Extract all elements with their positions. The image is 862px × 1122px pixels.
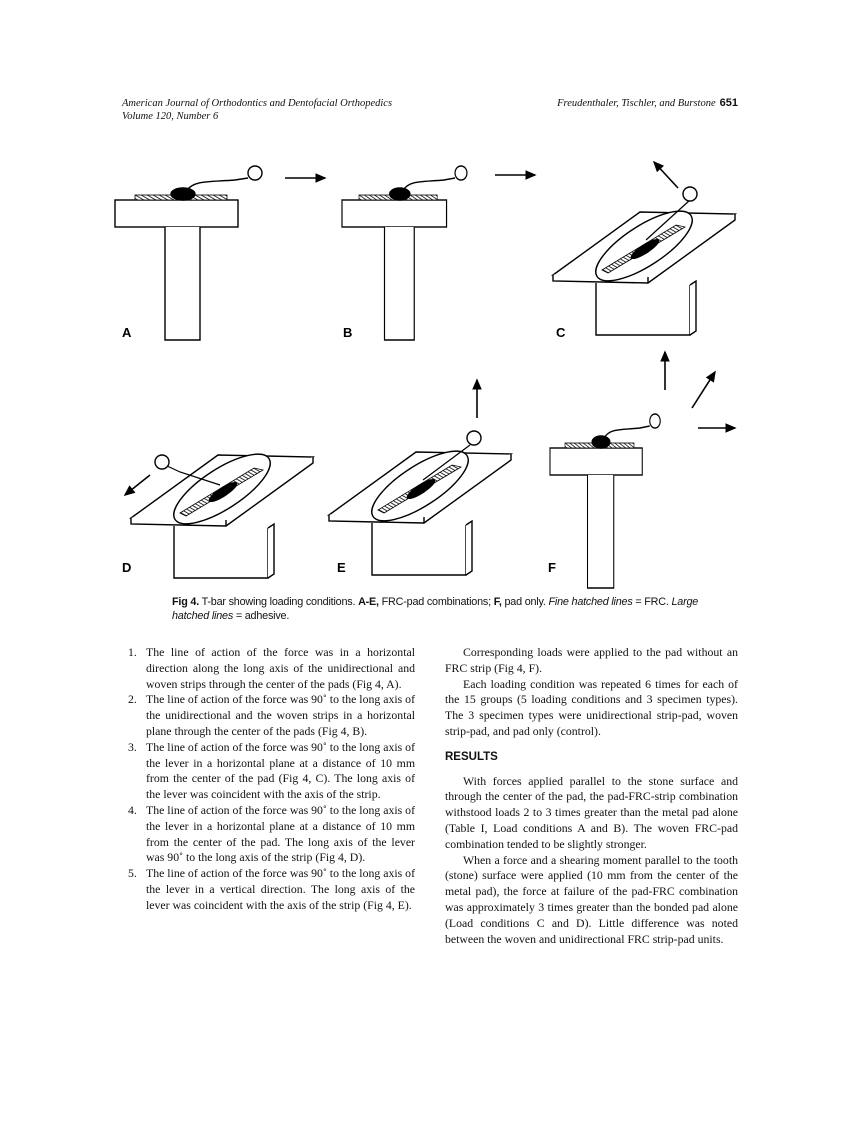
panel-e	[329, 380, 511, 575]
panel-label: D	[122, 560, 132, 575]
section-heading-results: RESULTS	[445, 750, 498, 763]
right-column	[445, 645, 738, 947]
force-arrow	[125, 475, 150, 495]
journal-volume: Volume 120, Number 6	[122, 111, 219, 122]
panel-f	[548, 352, 735, 588]
figure-caption	[172, 595, 712, 623]
list-item	[128, 645, 415, 692]
item-text: The line of action of the force was in a horizontal direction along the long axis of the unidirectional and woven strips through the center of the pads (Fig 4, A).	[146, 645, 415, 691]
panel-a	[115, 166, 325, 340]
item-number: 5.	[128, 866, 137, 881]
caption-text: = FRC.	[632, 596, 672, 608]
list-item	[128, 866, 415, 913]
item-text: The line of action of the force was 90˚ to the long axis of the lever in a horizontal plane at a distance of 10 mm from the center of the pad. The long axis of the lever was 90˚ to the long axis of the strip (Fig 4, D).	[146, 802, 415, 865]
item-number: 1.	[128, 645, 137, 659]
caption-italic: Fine hatched lines	[548, 596, 633, 608]
caption-bold: F,	[493, 596, 502, 608]
paragraph: Each loading condition was repeated 6 times for each of the 15 groups (5 loading conditions and 3 specimen types). The 3 specimen types were unidirectional strip-pad, woven strip-pad, and pad only (control).	[445, 676, 738, 738]
panel-c	[553, 162, 735, 340]
authors: Freudenthaler, Tischler, and Burstone	[557, 98, 716, 109]
list-item	[128, 803, 415, 866]
item-number: 2.	[128, 692, 137, 707]
left-column	[128, 645, 415, 914]
panel-d	[122, 442, 313, 578]
panel-label: E	[337, 560, 346, 575]
caption-text: = adhesive.	[233, 610, 290, 622]
caption-text: pad only.	[501, 596, 549, 608]
caption-bold: A-E,	[358, 596, 379, 608]
item-text: The line of action of the force was 90˚ to the long axis of the lever in a vertical direction. The long axis of the lever was coincident with the axis of the strip (Fig 4, E).	[146, 866, 415, 912]
panel-label: F	[548, 560, 556, 575]
page-number: 651	[719, 97, 738, 109]
caption-label: Fig 4.	[172, 596, 199, 608]
panel-label: C	[556, 325, 566, 340]
journal-name: American Journal of Orthodontics and Dentofacial Orthopedics	[122, 98, 393, 109]
item-number: 3.	[128, 739, 137, 754]
caption-italic: Large hatched lines	[172, 596, 699, 622]
list-item	[128, 740, 415, 803]
caption-text: T-bar showing loading conditions.	[199, 596, 359, 608]
item-text: The line of action of the force was 90˚ to the long axis of the lever in a horizontal plane at a distance of 10 mm from the center of the pad (Fig 4, C). The long axis of the lever was coincident with the axis of the strip.	[146, 739, 415, 802]
force-arrow-diagonal	[692, 372, 715, 408]
caption-text: FRC-pad combinations;	[378, 596, 494, 608]
panel-label: A	[122, 325, 132, 340]
panel-b	[342, 166, 535, 340]
item-number: 4.	[128, 802, 137, 817]
force-arrow	[654, 162, 678, 188]
panel-label: B	[343, 325, 353, 340]
paragraph: When a force and a shearing moment parallel to the tooth (stone) surface were applied (10 mm from the center of the metal pad), the force at failure of the pad-FRC combination was approximately 3 times greater than the bonded pad alone (Load conditions C and D). Little difference was noted between the woven and unidirectional FRC strip-pad units.	[445, 852, 738, 946]
paragraph: With forces applied parallel to the stone surface and through the center of the pad, the pad-FRC-strip combination withstood loads 2 to 3 times greater than the metal pad alone (Table I, Load conditions A and B). The woven FRC-pad combination tended to be slightly stronger.	[445, 773, 738, 851]
paragraph: Corresponding loads were applied to the pad without an FRC strip (Fig 4, F).	[445, 645, 738, 675]
item-text: The line of action of the force was 90˚ to the long axis of the unidirectional and the woven strips in a horizontal plane through the center of the pads (Fig 4, B).	[146, 692, 415, 738]
list-item	[128, 692, 415, 739]
